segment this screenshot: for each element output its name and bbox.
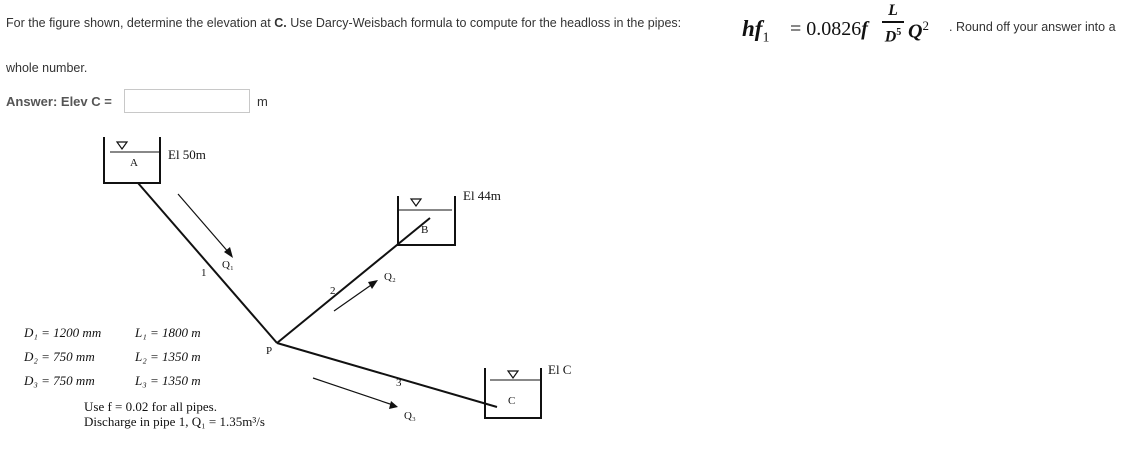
pipe-3-diameter: D₃ = 750 mm — [24, 373, 95, 388]
question-text-after: . Round off your answer into a — [949, 20, 1116, 34]
flow-arrow-q1 — [178, 194, 233, 258]
pipe-3-label: 3 — [396, 377, 402, 389]
pipe-2-diameter: D₂ = 750 mm — [24, 349, 95, 364]
water-level-icon — [411, 199, 421, 206]
pipe-1-label: 1 — [201, 267, 207, 279]
pipe-2-label: 2 — [330, 285, 336, 297]
reservoir-c — [485, 362, 571, 418]
question-point-c: C. — [274, 16, 287, 30]
reservoir-b-label: B — [421, 224, 429, 236]
reservoir-a-elevation: El 50m — [168, 147, 206, 162]
pipe-1 — [138, 183, 277, 343]
friction-note: Use f = 0.02 for all pipes. — [84, 399, 217, 414]
answer-label: Answer: Elev C = — [6, 94, 112, 109]
flow-arrow-q2 — [334, 280, 378, 311]
question-text-line2: whole number. — [6, 61, 88, 75]
reservoir-b-elevation: El 44m — [463, 188, 501, 203]
reservoir-a-label: A — [130, 157, 138, 169]
reservoir-c-label: C — [508, 395, 516, 407]
question-text-middle: Use Darcy-Weisbach formula to compute for the headloss in the pipes: — [286, 16, 682, 30]
reservoir-c-elevation: El C — [548, 362, 572, 377]
water-level-icon — [117, 142, 127, 149]
answer-unit: m — [257, 94, 268, 109]
reservoir-b — [398, 188, 501, 245]
discharge-note: Discharge in pipe 1, Q₁ = 1.35m³/s — [84, 414, 265, 429]
formula-q-squared: $Q^2$ — [908, 18, 929, 43]
formula-lhs: $hf_1$ — [742, 16, 770, 46]
pipe-3-length: L₃ = 1350 m — [135, 373, 201, 388]
formula-equals-coef: = 0.0826f — [790, 18, 868, 40]
pipe-2 — [277, 218, 430, 343]
pipe-1-diameter: D₁ = 1200 mm — [24, 325, 102, 340]
junction-p-label: P — [266, 345, 273, 357]
flow-q3-label: Q₃ — [404, 410, 416, 422]
formula-fraction: L $D^5$ — [882, 2, 904, 46]
pipe-1-length: L₁ = 1800 m — [135, 325, 201, 340]
pipe-3 — [277, 343, 497, 407]
flow-q1-label: Q₁ — [222, 259, 234, 271]
flow-arrow-q3 — [313, 378, 398, 409]
reservoir-a — [104, 137, 206, 183]
water-level-icon — [508, 371, 518, 378]
question-text-before: For the figure shown, determine the elevation at — [6, 16, 275, 30]
pipe-table — [23, 325, 201, 388]
flow-q2-label: Q₂ — [384, 271, 396, 283]
pipe-2-length: L₂ = 1350 m — [135, 349, 201, 364]
